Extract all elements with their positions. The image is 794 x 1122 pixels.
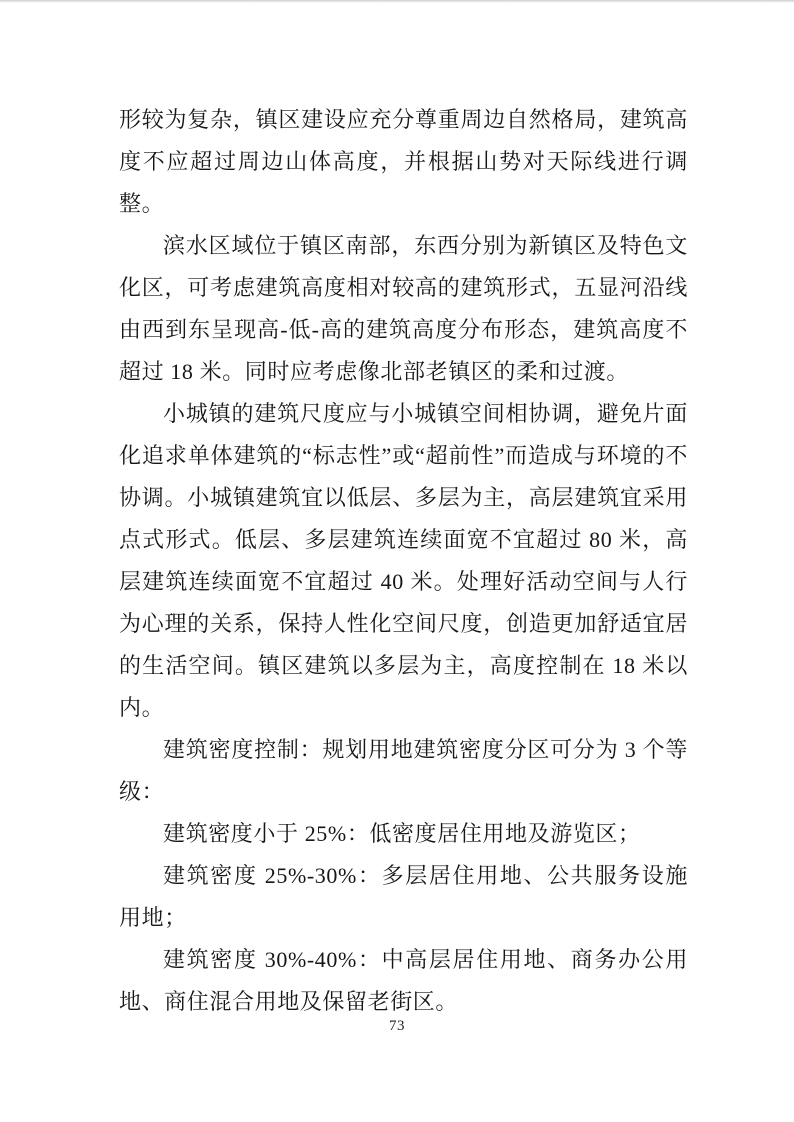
page-top-edge — [0, 0, 794, 3]
paragraph-continuation: 形较为复杂，镇区建设应充分尊重周边自然格局，建筑高度不应超过周边山体高度，并根据山势对天际线进行调整。 — [119, 107, 688, 216]
paragraph-waterfront: 滨水区域位于镇区南部，东西分别为新镇区及特色文化区，可考虑建筑高度相对较高的建筑形式，五显河沿线由西到东呈现高-低-高的建筑高度分布形态，建筑高度不超过 18 米。同时应考虑像北部老镇区的柔和过渡。 — [119, 233, 688, 384]
paragraph-density-control: 建筑密度控制：规划用地建筑密度分区可分为 3 个等级： — [119, 737, 688, 804]
text-block — [119, 99, 688, 1023]
paragraph-density-30-40: 建筑密度 30%-40%：中高层居住用地、商务办公用地、商住混合用地及保留老街区。 — [119, 947, 688, 1014]
paragraph-building-scale: 小城镇的建筑尺度应与小城镇空间相协调，避免片面化追求单体建筑的“标志性”或“超前性”而造成与环境的不协调。小城镇建筑宜以低层、多层为主，高层建筑宜采用点式形式。低层、多层建筑连续面宽不宜超过 80 米，高层建筑连续面宽不宜超过 40 米。处理好活动空间与人行为心理的关系，保持人性化空间尺度，创造更加舒适宜居的生活空间。镇区建筑以多层为主，高度控制在 18 米以内。 — [119, 401, 688, 720]
paragraph-density-under-25: 建筑密度小于 25%：低密度居住用地及游览区； — [163, 821, 641, 846]
paragraph-density-25-30: 建筑密度 25%-30%：多层居住用地、公共服务设施用地； — [119, 863, 688, 930]
page-number: 73 — [389, 1018, 405, 1034]
